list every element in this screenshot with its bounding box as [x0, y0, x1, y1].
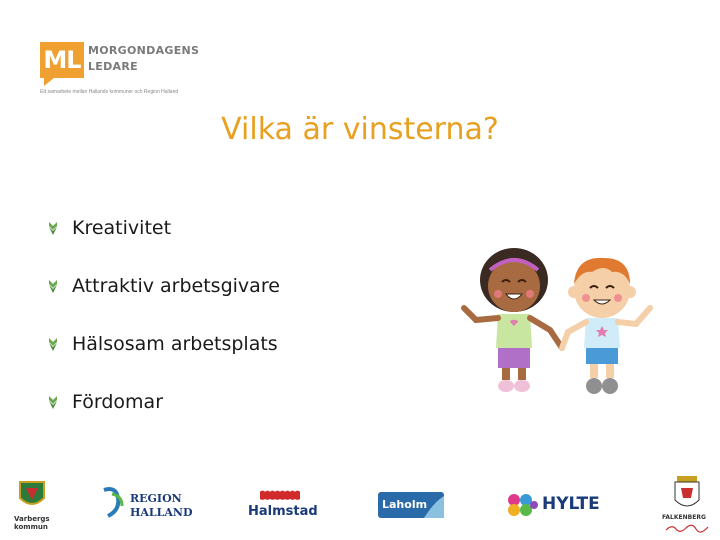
laholm-text: Laholm	[382, 498, 428, 511]
varberg-kommun-logo	[14, 480, 54, 536]
falkenberg-logo	[662, 476, 712, 536]
diamond-bullet-icon	[44, 335, 62, 353]
hylte-flower-icon	[506, 492, 538, 518]
region-halland-logo	[100, 486, 193, 526]
diamond-bullet-icon	[44, 393, 62, 411]
logo-line-1: MORGONDAGENS	[88, 44, 200, 57]
bullet-list	[44, 214, 280, 446]
region-halland-wave-icon	[100, 486, 128, 522]
falkenberg-text: FALKENBERG	[662, 514, 706, 521]
laholm-logo	[378, 492, 444, 518]
bullet-text: Kreativitet	[72, 217, 172, 239]
hylte-logo	[506, 490, 600, 520]
halmstad-text: Halmstad	[248, 504, 318, 519]
girl-figure	[464, 248, 562, 392]
varberg-line-2: kommun	[14, 523, 48, 531]
region-line-1: REGION	[130, 492, 182, 505]
children-holding-hands-illustration	[458, 240, 658, 405]
falkenberg-signature-icon	[664, 523, 710, 533]
hylte-text: HYLTE	[542, 494, 600, 514]
bullet-item	[44, 388, 280, 446]
bullet-item	[44, 272, 280, 330]
logo-mark: ML	[40, 42, 84, 78]
bullet-text: Hälsosam arbetsplats	[72, 333, 278, 355]
falkenberg-crest-icon	[671, 476, 703, 512]
bullet-text: Attraktiv arbetsgivare	[72, 275, 280, 297]
boy-figure	[562, 258, 650, 394]
halmstad-hearts-icon	[260, 488, 300, 502]
diamond-bullet-icon	[44, 277, 62, 295]
logo-mark-tail	[44, 78, 58, 86]
halmstad-logo	[246, 488, 316, 522]
partner-logos-footer	[0, 470, 720, 540]
logo-line-2: LEDARE	[88, 60, 138, 73]
diamond-bullet-icon	[44, 219, 62, 237]
logo-tagline: Ett samarbete mellan Hallands kommuner och Region Halland	[40, 89, 179, 95]
varberg-crest-icon	[14, 480, 50, 510]
bullet-item	[44, 214, 280, 272]
bullet-item	[44, 330, 280, 388]
slide-title: Vilka är vinsterna?	[221, 112, 499, 147]
morgondagens-ledare-logo	[40, 40, 200, 98]
bullet-text: Fördomar	[72, 391, 164, 413]
region-line-2: HALLAND	[130, 506, 193, 519]
varberg-line-1: Varbergs	[14, 515, 50, 523]
